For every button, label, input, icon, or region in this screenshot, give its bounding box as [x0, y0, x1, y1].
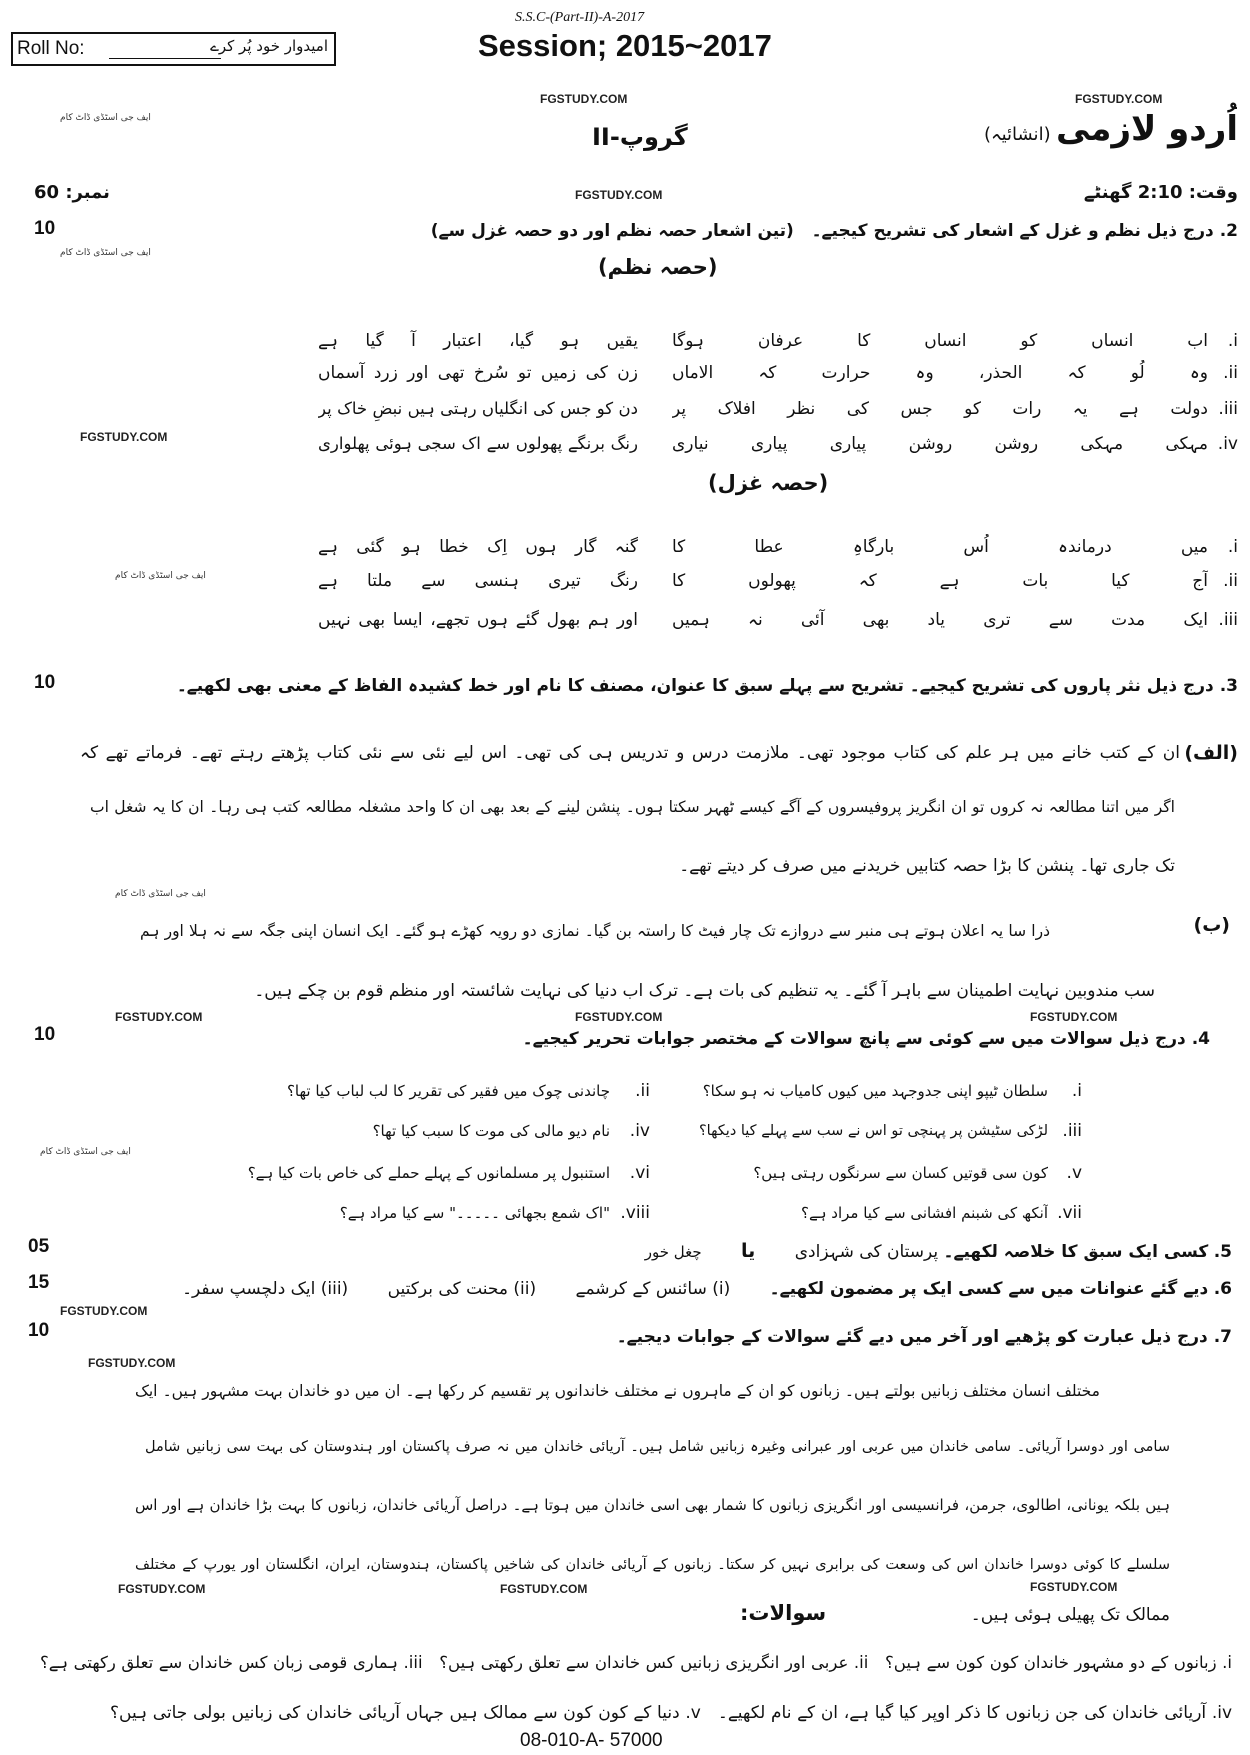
q3-heading [177, 673, 1238, 699]
verse-first-line: مہکی مہکی روشن روشن پیاری پیاری نیاری [672, 434, 1208, 454]
q7-question-number: iii. [403, 1653, 423, 1672]
ghazal-heading: (حصہ غزل) [708, 471, 829, 495]
q5-heading [645, 1238, 1232, 1265]
q7-marks: 10 [28, 1320, 50, 1341]
verse-first-line: میں درماندہ اُس بارگاہِ عطا کا [672, 537, 1208, 557]
q2-marks: 10 [34, 218, 56, 239]
q4-question: استنبول پر مسلمانوں کے پہلے حملے کی خاص بات کیا ہے؟ [247, 1164, 610, 1182]
watermark: FGSTUDY.COM [540, 92, 628, 106]
q2-title: درج ذیل نظم و غزل کے اشعار کی تشریح کیجیے۔ [811, 221, 1214, 241]
q4-question-number: ii. [635, 1081, 650, 1101]
q4-number: 4. [1191, 1029, 1210, 1049]
passage-line: سامی اور دوسرا آریائی۔ سامی خاندان میں عربی اور عبرانی وغیرہ زبانیں شامل ہیں۔ آریائی خاندان میں نہ صرف پاکستان اور ہندوستان کی بہت سی زبانیں شامل [145, 1439, 1170, 1455]
watermark: ایف جی اسٹڈی ڈاٹ کام [115, 889, 206, 899]
watermark: ایف جی اسٹڈی ڈاٹ کام [60, 113, 151, 123]
q4-question: آنکھ کی شبنم افشانی سے کیا مراد ہے؟ [801, 1204, 1048, 1222]
verse-first-line: وہ لُو کہ الحذر، وہ حرارت کہ الاماں [672, 363, 1208, 383]
q6-topic: (iii) ایک دلچسپ سفر۔ [182, 1279, 349, 1299]
q5-or: یا [741, 1240, 756, 1262]
watermark: FGSTUDY.COM [1030, 1010, 1118, 1024]
q7-question-number: iv. [1211, 1703, 1232, 1723]
passage-line: ہیں بلکہ یونانی، اطالوی، جرمن، فرانسیسی اور انگریزی زبانوں کا شمار بھی اسی خاندان میں ہوتا ہے۔ دراصل آریائی خاندان، زبانوں کا بہت بڑا خاندان ہے اور اس [135, 1496, 1170, 1514]
watermark: FGSTUDY.COM [88, 1356, 176, 1370]
alif-line: ان کے کتب خانے میں ہر علم کی کتاب موجود تھی۔ ملازمت درس و تدریس ہی کی تھی۔ اس لیے نئی سے نئی کتاب پڑھتے رہتے تھے۔ فرماتے تھے کہ [80, 743, 1180, 763]
verse-second-line: رنگ تیری ہنسی سے ملتا ہے [318, 571, 638, 591]
q5-title: کسی ایک سبق کا خلاصہ لکھیے۔ [943, 1242, 1209, 1262]
q7-number: 7. [1213, 1327, 1232, 1347]
q4-question-number: iv. [629, 1121, 650, 1141]
q6-heading [182, 1276, 1232, 1302]
q6-marks: 15 [28, 1272, 50, 1293]
q5-marks: 05 [28, 1236, 50, 1257]
q7-question-row [40, 1650, 1232, 1676]
q4-question-number: viii. [620, 1203, 650, 1223]
total-marks: نمبر: 60 [34, 182, 110, 203]
roll-note: امیدوار خود پُر کرے [210, 37, 328, 55]
verse-number: i. [1227, 331, 1238, 351]
bay-line: سب مندوبین نہایت اطمینان سے باہر آ گئے۔ یہ تنظیم کی بات ہے۔ ترک اب دنیا کی نہایت شائستہ اور منظم قوم بن چکے ہیں۔ [254, 981, 1155, 1001]
q5-number: 5. [1213, 1242, 1232, 1262]
verse-number: ii. [1223, 363, 1238, 383]
watermark: FGSTUDY.COM [575, 1010, 663, 1024]
q5-option: پرستان کی شہزادی [794, 1242, 939, 1262]
q4-heading [523, 1026, 1210, 1052]
q3-title: درج ذیل نثر پاروں کی تشریح کیجیے۔ تشریح سے پہلے سبق کا عنوان، مصنف کا نام اور خط کشیدہ الفاظ کے معنی بھی لکھیے۔ [176, 676, 1214, 696]
verse-second-line: یقیں ہو گیا، اعتبار آ گیا ہے [318, 331, 638, 351]
verse-first-line: دولت ہے یہ رات کو جس کی نظر افلاک پر [672, 399, 1208, 419]
q7-question-number: ii. [853, 1653, 869, 1672]
board-code: S.S.C-(Part-II)-A-2017 [515, 10, 645, 25]
verse-second-line: رنگ برنگے پھولوں سے اک سجی ہوئی پھلواری [318, 434, 638, 453]
q4-question: کون سی قوتیں کسان سے سرنگوں رہتی ہیں؟ [753, 1164, 1048, 1182]
q5-option: چغل خور [644, 1243, 702, 1261]
subject-title [984, 109, 1238, 149]
q6-number: 6. [1213, 1279, 1232, 1299]
watermark: FGSTUDY.COM [60, 1304, 148, 1318]
watermark: FGSTUDY.COM [575, 188, 663, 202]
q4-title: درج ذیل سوالات میں سے کوئی سے پانچ سوالات کے مختصر جوابات تحریر کیجیے۔ [522, 1029, 1186, 1049]
watermark: FGSTUDY.COM [1075, 92, 1163, 106]
q4-question-number: v. [1066, 1163, 1082, 1183]
watermark: ایف جی اسٹڈی ڈاٹ کام [40, 1147, 131, 1157]
roll-number-box [11, 32, 336, 66]
verse-first-line: اب انساں کو انساں کا عرفان ہوگا [672, 331, 1208, 351]
verse-number: ii. [1223, 571, 1238, 591]
q4-question: "اک شمع بجھائی ۔۔۔۔۔" سے کیا مراد ہے؟ [339, 1204, 610, 1222]
q3-marks: 10 [34, 672, 56, 693]
roll-number-field[interactable] [109, 58, 221, 59]
q4-question-number: iii. [1062, 1121, 1082, 1141]
q6-topic: (ii) محنت کی برکتیں [387, 1279, 537, 1299]
verse-first-line: آج کیا بات ہے کہ پھولوں کا [672, 571, 1208, 591]
group-label: گروپ-II [592, 123, 688, 151]
verse-number: iii. [1218, 399, 1238, 419]
q2-number: 2. [1219, 221, 1238, 241]
paper-code: 08-010-A- 57000 [520, 1730, 663, 1751]
q7-heading [617, 1324, 1232, 1350]
nazm-heading: (حصہ نظم) [598, 255, 718, 279]
watermark: FGSTUDY.COM [80, 430, 168, 444]
questions-heading: سوالات: [740, 1601, 827, 1625]
alif-line: اگر میں اتنا مطالعہ نہ کروں تو ان انگریز پروفیسروں کے آگے کیسے ٹھہر سکتا ہوں۔ پنشن لینے کے بعد بھی ان کا واحد مشغلہ مطالعہ کتب ہی رہا۔ ان کا یہ شغل اب [90, 798, 1175, 816]
q4-question: نام دیو مالی کی موت کا سبب کیا تھا؟ [372, 1122, 610, 1140]
watermark: FGSTUDY.COM [115, 1010, 203, 1024]
q4-question-number: vi. [629, 1163, 650, 1183]
q7-question: عربی اور انگریزی زبانیں کس خاندان سے تعلق رکھتی ہیں؟ [439, 1653, 849, 1672]
bay-line: ذرا سا یہ اعلان ہوتے ہی منبر سے دروازے تک چار فیٹ کا راستہ بن گیا۔ نمازی دو رویہ کھڑے ہو گئے۔ ایک انسان اپنی جگہ سے نہ ہلا اور ہم [140, 922, 1050, 940]
q7-question-row [110, 1700, 1232, 1726]
q6-title: دیے گئے عنوانات میں سے کسی ایک پر مضمون لکھیے۔ [769, 1279, 1209, 1299]
verse-number: i. [1227, 537, 1238, 557]
q7-question-number: v. [685, 1703, 701, 1723]
subject-type: (انشائیہ) [984, 124, 1051, 145]
verse-number: iv. [1217, 434, 1238, 454]
alif-label: (الف) [1184, 742, 1238, 764]
bay-label: (ب) [1193, 914, 1230, 936]
q7-title: درج ذیل عبارت کو پڑھیے اور آخر میں دیے گئے سوالات کے جوابات دیجیے۔ [616, 1327, 1208, 1347]
q4-question: چاندنی چوک میں فقیر کی تقریر کا لب لباب کیا تھا؟ [286, 1082, 610, 1100]
q4-question: سلطان ٹیپو اپنی جدوجہد میں کیوں کامیاب نہ ہو سکا؟ [702, 1082, 1048, 1100]
q7-question-number: i. [1222, 1653, 1232, 1672]
subject-name: اُردو لازمی [1056, 109, 1238, 149]
q4-question-number: vii. [1057, 1203, 1082, 1223]
q7-question: آریائی خاندان کی جن زبانوں کا ذکر اوپر کیا گیا ہے، ان کے نام لکھیے۔ [717, 1703, 1207, 1723]
q4-question: لڑکی سٹیشن پر پہنچی تو اس نے سب سے پہلے کیا دیکھا؟ [698, 1123, 1048, 1139]
q7-question: دنیا کے کون کون سے ممالک ہیں جہاں آریائی خاندان کی زبانیں بولی جاتی ہیں؟ [110, 1703, 680, 1723]
watermark: FGSTUDY.COM [500, 1582, 588, 1596]
alif-line: تک جاری تھا۔ پنشن کا بڑا حصہ کتابیں خریدنے میں صرف کر دیتے تھے۔ [679, 856, 1175, 876]
watermark: FGSTUDY.COM [1030, 1580, 1118, 1594]
watermark: ایف جی اسٹڈی ڈاٹ کام [60, 248, 151, 258]
q4-marks: 10 [34, 1024, 56, 1045]
verse-second-line: گنہ گار ہوں اِک خطا ہو گئی ہے [318, 537, 638, 557]
passage-line: ممالک تک پھیلی ہوئی ہیں۔ [970, 1605, 1170, 1625]
watermark: FGSTUDY.COM [118, 1582, 206, 1596]
q3-number: 3. [1219, 676, 1238, 696]
passage-line: سلسلے کا کوئی دوسرا خاندان اس کی وسعت کی برابری نہیں کر سکتا۔ زبانوں کے آریائی خاندان کی شاخیں پاکستان، ہندوستان، ایران، انگلستان اور یورپ کے مختلف [135, 1557, 1170, 1573]
verse-second-line: دن کو جس کی انگلیاں رہتی ہیں نبضِ خاک پر [318, 399, 638, 418]
q2-heading [431, 218, 1238, 244]
q4-question-number: i. [1071, 1081, 1082, 1101]
q6-topic: (i) سائنس کے کرشمے [575, 1279, 731, 1299]
q7-question: زبانوں کے دو مشہور خاندان کون کون سے ہیں؟ [885, 1653, 1217, 1672]
q7-question: ہماری قومی زبان کس خاندان سے تعلق رکھتی ہے؟ [40, 1653, 398, 1672]
passage-line: مختلف انسان مختلف زبانیں بولتے ہیں۔ زبانوں کو ان کے ماہروں نے مختلف خاندانوں پر تقسیم کر رکھا ہے۔ ان میں دو خاندان بہت مشہور ہیں۔ ایک [135, 1382, 1100, 1400]
watermark: ایف جی اسٹڈی ڈاٹ کام [115, 571, 206, 581]
roll-label: Roll No: [17, 38, 85, 59]
verse-first-line: ایک مدت سے تری یاد بھی آئی نہ ہمیں [672, 610, 1208, 630]
verse-second-line: زن کی زمیں تو سُرخ تھی اور زرد آسماں [318, 363, 638, 383]
q2-note: (تین اشعار حصہ نظم اور دو حصہ غزل سے) [430, 221, 794, 241]
session-title: Session; 2015~2017 [478, 28, 772, 63]
time-allowed: وقت: 2:10 گھنٹے [1083, 182, 1238, 203]
verse-second-line: اور ہم بھول گئے ہوں تجھے، ایسا بھی نہیں [318, 610, 638, 630]
verse-number: iii. [1218, 610, 1238, 630]
